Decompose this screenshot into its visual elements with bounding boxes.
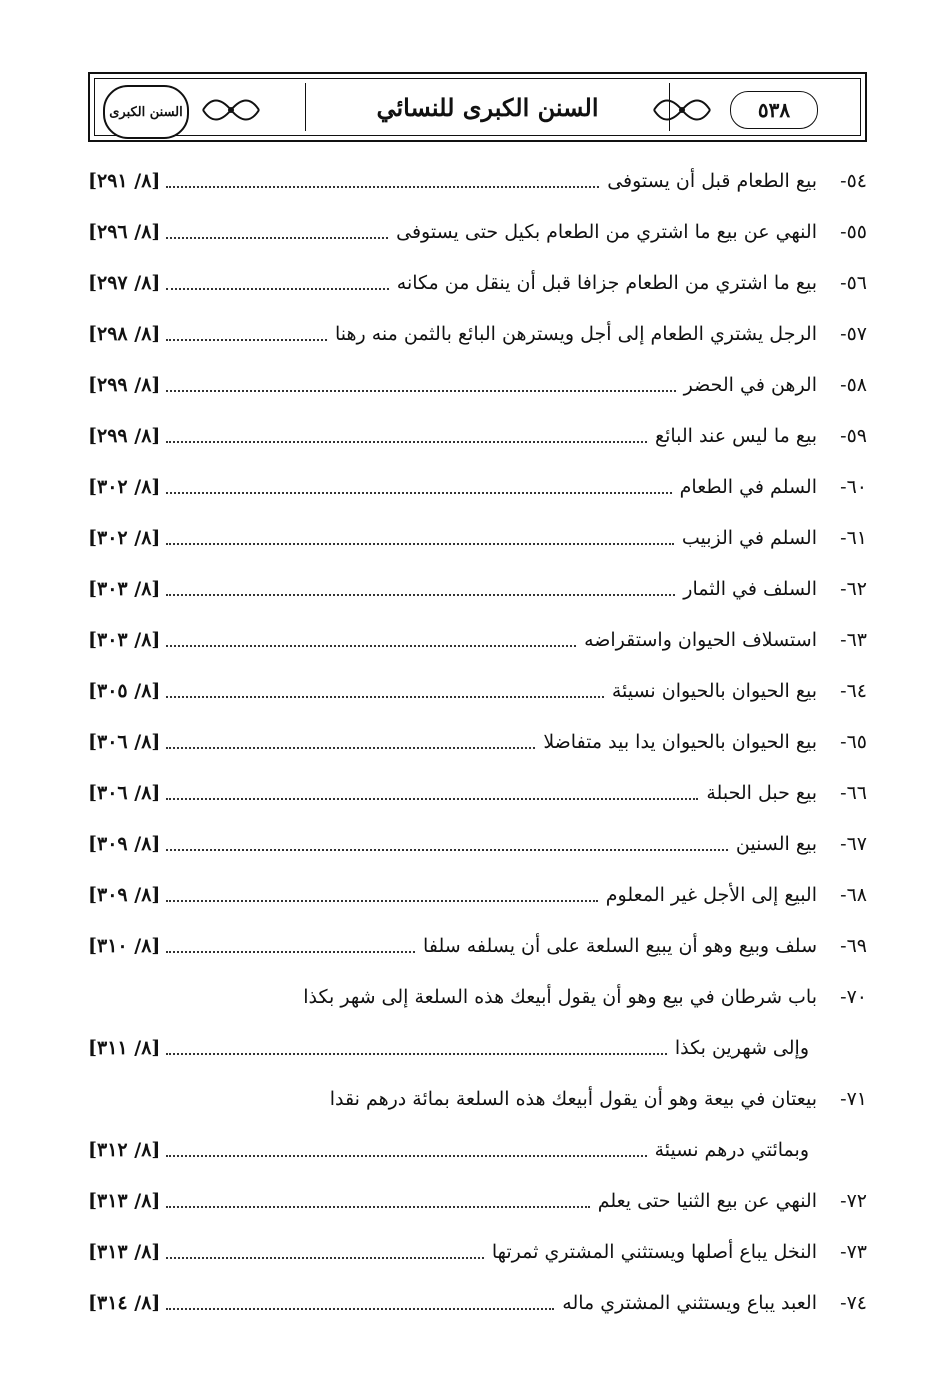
entry-title: بيع ما اشتري من الطعام جزافا قبل أن ينقل من مكانه xyxy=(396,272,817,294)
toc-entry xyxy=(88,821,867,872)
toc-entry xyxy=(88,515,867,566)
entry-number: ٥٥- xyxy=(840,221,867,243)
book-seal-logo xyxy=(103,85,189,139)
toc-entry xyxy=(88,668,867,719)
toc-entry xyxy=(88,311,867,362)
entry-title: السلف في الثمار xyxy=(683,578,817,600)
toc-entry xyxy=(88,413,867,464)
ornament-left-icon xyxy=(199,87,263,133)
entry-number: ٦٥- xyxy=(840,731,867,753)
entry-number: ٧٠- xyxy=(840,986,867,1008)
entry-reference: [٨/ ٣٠٩] xyxy=(88,833,161,855)
entry-title: البيع إلى الأجل غير المعلوم xyxy=(605,884,817,906)
page-header xyxy=(88,72,867,142)
dot-leader xyxy=(166,747,535,749)
entry-reference: [٨/ ٣٠٥] xyxy=(88,680,161,702)
entry-title: الرهن في الحضر xyxy=(683,374,817,396)
toc-entry xyxy=(88,1076,867,1127)
entry-reference: [٨/ ٣١٣] xyxy=(88,1190,161,1212)
entry-title: بيع ما ليس عند البائع xyxy=(654,425,817,447)
toc-entry xyxy=(88,1127,867,1178)
entry-title: الرجل يشتري الطعام إلى أجل ويسترهن البائع بالثمن منه رهنا xyxy=(334,323,817,345)
entry-number: ٧٢- xyxy=(840,1190,867,1212)
dot-leader xyxy=(166,543,673,545)
toc-entry xyxy=(88,209,867,260)
dot-leader xyxy=(166,645,576,647)
entry-number: ٦٧- xyxy=(840,833,867,855)
entry-number: ٦٦- xyxy=(840,782,867,804)
entry-reference: [٨/ ٢٩٦] xyxy=(88,221,161,243)
dot-leader xyxy=(166,339,327,341)
dot-leader xyxy=(166,390,675,392)
toc-entry xyxy=(88,974,867,1025)
dot-leader xyxy=(166,1155,646,1157)
dot-leader xyxy=(166,237,388,239)
entry-number: ٥٤- xyxy=(840,170,867,192)
dot-leader xyxy=(166,900,597,902)
entry-number: ٦٨- xyxy=(840,884,867,906)
toc-entry xyxy=(88,566,867,617)
entry-reference: [٨/ ٢٩١] xyxy=(88,170,161,192)
seal-text: السنن الكبرى xyxy=(109,104,183,120)
entry-title: بيع الحيوان بالحيوان نسيئة xyxy=(611,680,817,702)
entry-reference: [٨/ ٣٠٣] xyxy=(88,578,161,600)
entry-reference: [٨/ ٢٩٩] xyxy=(88,374,161,396)
toc-entry xyxy=(88,1280,867,1331)
dot-leader xyxy=(166,1257,483,1259)
dot-leader xyxy=(166,441,647,443)
entry-title: بيع السنين xyxy=(735,833,817,855)
entry-title: العبد يباع ويستثني المشتري ماله xyxy=(562,1292,817,1314)
toc-entry xyxy=(88,872,867,923)
entry-title: النهي عن بيع ما اشتري من الطعام بكيل حتى يستوفى xyxy=(396,221,817,243)
entry-title: النخل يباع أصلها ويستثني المشتري ثمرتها xyxy=(491,1241,817,1263)
entry-number: ٦١- xyxy=(840,527,867,549)
dot-leader xyxy=(166,696,603,698)
entry-number: ٥٨- xyxy=(840,374,867,396)
entry-number: ٧١- xyxy=(840,1088,867,1110)
toc-entry xyxy=(88,464,867,515)
entry-reference: [٨/ ٣٠٣] xyxy=(88,629,161,651)
entry-reference: [٨/ ٢٩٩] xyxy=(88,425,161,447)
toc-entry xyxy=(88,1178,867,1229)
page-number: ٥٣٨ xyxy=(730,91,818,129)
entry-reference: [٨/ ٣١٣] xyxy=(88,1241,161,1263)
entry-reference: [٨/ ٣١٤] xyxy=(88,1292,161,1314)
entry-title: وبمائتي درهم نسيئة xyxy=(654,1139,809,1161)
header-inner-frame xyxy=(94,78,861,136)
toc-entry xyxy=(88,923,867,974)
entry-reference: [٨/ ٣٠٦] xyxy=(88,782,161,804)
entry-title: وإلى شهرين بكذا xyxy=(674,1037,809,1059)
ornament-right-icon xyxy=(650,87,714,133)
toc-entry xyxy=(88,770,867,821)
entry-reference: [٨/ ٣١١] xyxy=(88,1037,161,1059)
entry-number: ٦٣- xyxy=(840,629,867,651)
dot-leader xyxy=(166,492,671,494)
dot-leader xyxy=(166,1053,666,1055)
toc-entry xyxy=(88,260,867,311)
entry-reference: [٨/ ٣١٢] xyxy=(88,1139,161,1161)
dot-leader xyxy=(166,798,698,800)
entry-reference: [٨/ ٣٠٢] xyxy=(88,476,161,498)
dot-leader xyxy=(166,849,727,851)
entry-title: استسلاف الحيوان واستقراضه xyxy=(584,629,817,651)
entry-reference: [٨/ ٣٠٢] xyxy=(88,527,161,549)
entry-reference: [٨/ ٣٠٦] xyxy=(88,731,161,753)
entry-title: السلم في الزبيب xyxy=(681,527,817,549)
entry-number: ٧٣- xyxy=(840,1241,867,1263)
entry-reference: [٨/ ٢٩٧] xyxy=(88,272,161,294)
entry-title: بيعتان في بيعة وهو أن يقول أبيعك هذه السلعة بمائة درهم نقدا xyxy=(329,1088,817,1110)
dot-leader xyxy=(166,1206,589,1208)
entry-number: ٥٩- xyxy=(840,425,867,447)
toc-entry xyxy=(88,617,867,668)
entry-title: النهي عن بيع الثنيا حتى يعلم xyxy=(597,1190,817,1212)
entry-title: بيع حبل الحبلة xyxy=(706,782,817,804)
entry-number: ٦٤- xyxy=(840,680,867,702)
entry-number: ٦٠- xyxy=(840,476,867,498)
entry-reference: [٨/ ٣١٠] xyxy=(88,935,161,957)
entry-title: بيع الطعام قبل أن يستوفى xyxy=(607,170,817,192)
toc-entry xyxy=(88,1229,867,1280)
toc-entry xyxy=(88,362,867,413)
book-title: السنن الكبرى للنسائي xyxy=(305,83,670,131)
entry-reference: [٨/ ٢٩٨] xyxy=(88,323,161,345)
dot-leader xyxy=(166,951,415,953)
toc-entry xyxy=(88,719,867,770)
dot-leader xyxy=(166,1308,554,1310)
entry-title: سلف وبيع وهو أن يبيع السلعة على أن يسلفه سلفا xyxy=(423,935,817,957)
entry-title: السلم في الطعام xyxy=(679,476,817,498)
toc-entry xyxy=(88,1025,867,1076)
entry-title: بيع الحيوان بالحيوان يدا بيد متفاضلا xyxy=(543,731,817,753)
entry-number: ٥٦- xyxy=(840,272,867,294)
dot-leader xyxy=(166,288,388,290)
entry-reference: [٨/ ٣٠٩] xyxy=(88,884,161,906)
dot-leader xyxy=(166,594,675,596)
entry-number: ٦٩- xyxy=(840,935,867,957)
toc-entry xyxy=(88,158,867,209)
entry-number: ٦٢- xyxy=(840,578,867,600)
entry-number: ٧٤- xyxy=(840,1292,867,1314)
entry-number: ٥٧- xyxy=(840,323,867,345)
dot-leader xyxy=(166,186,599,188)
entry-title: باب شرطان في بيع وهو أن يقول أبيعك هذه السلعة إلى شهر بكذا xyxy=(303,986,817,1008)
table-of-contents xyxy=(88,158,867,1331)
